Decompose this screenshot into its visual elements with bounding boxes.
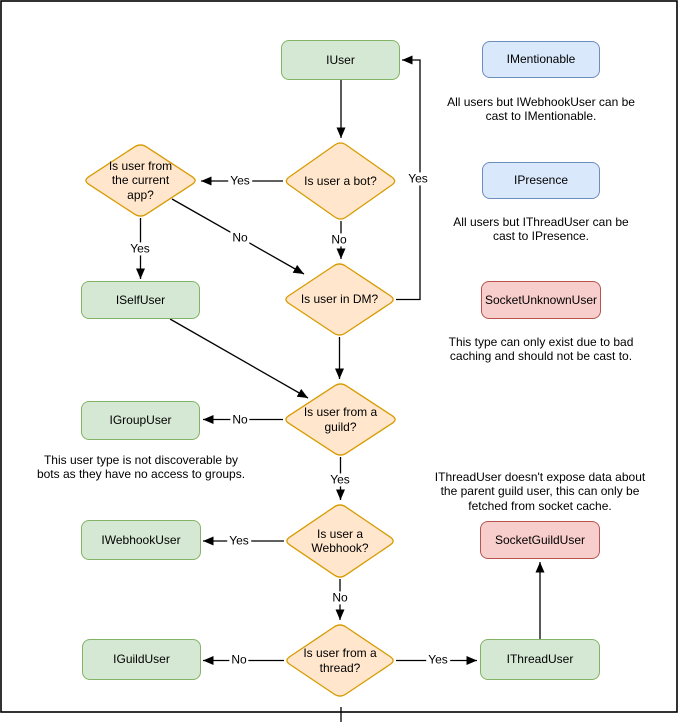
node-socketunknownuser xyxy=(481,281,601,319)
edge-label-app-to-dm: No xyxy=(232,230,248,245)
node-iwebhookuser-label: IWebhookUser xyxy=(101,532,181,547)
note-imentionable: All users but IWebhookUser can be cast to IMentionable. xyxy=(447,95,635,124)
note-ipresence: All users but IThreadUser can be cast to IPresence. xyxy=(453,215,629,244)
note-igroupuser: This user type is not discoverable by bots as they have no access to groups. xyxy=(36,453,246,482)
node-socketguilduser-label: SocketGuildUser xyxy=(494,532,586,547)
node-iuser xyxy=(281,40,400,80)
node-iguilduser-label: IGuildUser xyxy=(113,652,170,667)
edge-label-bot-to-dm: No xyxy=(331,232,347,247)
edge-label-guild-to-webhook: Yes xyxy=(330,472,350,487)
node-iwebhookuser xyxy=(81,520,201,560)
edge-label-bot-to-app: Yes xyxy=(230,173,250,188)
node-iselfuser xyxy=(81,281,200,319)
node-iguilduser xyxy=(82,639,201,680)
edge-label-thread-to-iguild: No xyxy=(231,652,247,667)
edge-label-guild-to-group: No xyxy=(232,412,248,427)
node-socketguilduser xyxy=(480,521,600,559)
decision-is-thread-label: Is user from a thread? xyxy=(303,646,377,675)
decision-is-bot-label: Is user a bot? xyxy=(304,173,377,188)
node-iselfuser-label: ISelfUser xyxy=(115,292,166,307)
decision-is-guild-label: Is user from a guild? xyxy=(303,405,378,434)
edge-label-thread-to-ithread: Yes xyxy=(428,652,448,667)
edge-label-app-to-self: Yes xyxy=(130,241,150,256)
edge-label-webhook-to-iwebhook: Yes xyxy=(229,533,249,548)
decision-is-dm-label: Is user in DM? xyxy=(300,292,379,307)
decision-is-webhook-label: Is user a Webhook? xyxy=(311,526,369,555)
edge-label-webhook-to-thread: No xyxy=(332,590,348,605)
node-imentionable xyxy=(482,41,600,78)
node-ithreaduser-label: IThreadUser xyxy=(506,652,574,667)
node-ithreaduser xyxy=(480,639,600,680)
node-imentionable-label: IMentionable xyxy=(506,52,576,67)
node-ipresence xyxy=(482,162,600,199)
node-igroupuser-label: IGroupUser xyxy=(109,413,172,428)
node-socketunknownuser-label: SocketUnknownUser xyxy=(484,292,598,307)
node-igroupuser xyxy=(81,401,200,440)
node-iuser-label: IUser xyxy=(326,52,355,67)
edge-label-dm-to-iuser: Yes xyxy=(408,171,428,186)
decision-is-current-app-label: Is user from the current app? xyxy=(108,158,173,202)
note-socketunknownuser: This type can only exist due to bad caching and should not be cast to. xyxy=(448,335,634,364)
node-ipresence-label: IPresence xyxy=(513,173,569,188)
note-ithreaduser: IThreadUser doesn't expose data about the parent guild user, this can only be fetched from socket cache. xyxy=(434,470,646,513)
